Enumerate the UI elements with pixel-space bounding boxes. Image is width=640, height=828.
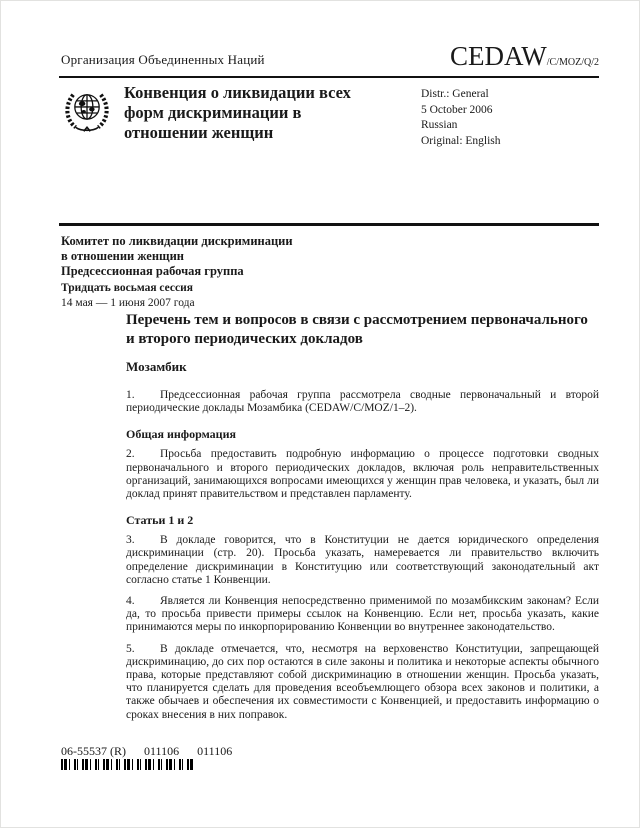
footer-reference (61, 745, 232, 758)
heading-articles-1-2: Статьи 1 и 2 (126, 513, 194, 528)
paragraph-number: 1. (126, 389, 135, 401)
paragraph-text: В докладе отмечается, что, несмотря на верховенство Конституции, запрещающей дискриминацию, до сих пор остаются в силе законы и политика и некоторые аспекты обычного права, которые представляют собой дискриминацию в отношении женщин. Просьба указать, что планируется сделать для проведения всеобъемлющего обзора всех законов и политики, а также обычаев и обеспечения их совместимости с Конвенцией, и предоставить информацию о сроках внесения в них поправок. (126, 642, 599, 721)
document-symbol (450, 43, 599, 70)
convention-title: Конвенция о ликвидации всех форм дискриминации в отношении женщин (124, 83, 351, 142)
distr-date: 5 October 2006 (421, 103, 493, 116)
committee-block (61, 234, 293, 311)
un-emblem-icon (61, 83, 113, 139)
section-rule (59, 223, 599, 226)
paragraph-text: В докладе говорится, что в Конституции не дается юридического определения дискриминации (стр. 20). Просьба указать, намеревается ли правительство включить определение дискриминации в Конституцию или соответствующий законодательный акт согласно статье 1 Конвенции. (126, 534, 599, 586)
committee-name-line2: в отношении женщин (61, 249, 184, 263)
paragraph-5 (126, 643, 599, 722)
paragraph-number: 3. (126, 534, 135, 547)
paragraph-text: Предсессионная рабочая группа рассмотрела сводные первоначальный и второй периодические доклады Мозамбика (CEDAW/C/MOZ/1–2). (126, 389, 599, 415)
masthead (61, 43, 599, 70)
paragraph-text: Является ли Конвенция непосредственно применимой по мозамбикским законам? Если да, то просьба привести примеры ссылок на Конвенцию. Если нет, просьба указать, какие принимаются меры по инкорпорированию Конвенции во внутреннее законодательство. (126, 595, 599, 634)
paragraph-number: 4. (126, 595, 135, 608)
paragraph-3 (126, 534, 599, 587)
paragraph-4 (126, 595, 599, 635)
header-rule (59, 76, 599, 78)
country-heading: Мозамбик (126, 359, 187, 374)
paragraph-1 (126, 389, 599, 415)
document-symbol-suffix: /C/MOZ/Q/2 (546, 57, 599, 68)
distr-type: Distr.: General (421, 88, 489, 100)
paragraph-number: 5. (126, 642, 135, 655)
org-name: Организация Объединенных Наций (61, 52, 265, 67)
session-title: Тридцать восьмая сессия (61, 282, 193, 294)
distr-original: Original: English (421, 134, 501, 147)
paragraph-text: Просьба предоставить подробную информацию о процессе подготовки сводных первоначального и второго периодических докладов, включая роль неправительственных организаций, занимающихся вопросами имеющихся у женщин прав человека, и указать, был ли доклад принят правительством и представлен парламенту. (126, 448, 599, 501)
job-number: 06-55537 (R) (61, 744, 126, 758)
document-footer (61, 745, 232, 770)
document-body (126, 311, 599, 730)
distr-language: Russian (421, 119, 458, 131)
distribution-info (421, 87, 501, 149)
footer-date-1: 011106 (144, 744, 180, 758)
committee-name-line1: Комитет по ликвидации дискриминации (61, 234, 293, 248)
working-group: Предсессионная рабочая группа (61, 264, 244, 278)
session-dates: 14 мая — 1 июня 2007 года (61, 297, 195, 309)
paragraph-2 (126, 448, 599, 501)
heading-general-information: Общая информация (126, 427, 236, 442)
paragraph-number: 2. (126, 448, 135, 461)
barcode-icon (61, 759, 193, 770)
page-title: Перечень тем и вопросов в связи с рассмотрением первоначального и второго периодических докладов (126, 312, 588, 347)
document-symbol-main: CEDAW (449, 41, 547, 71)
footer-date-2: 011106 (197, 744, 233, 758)
